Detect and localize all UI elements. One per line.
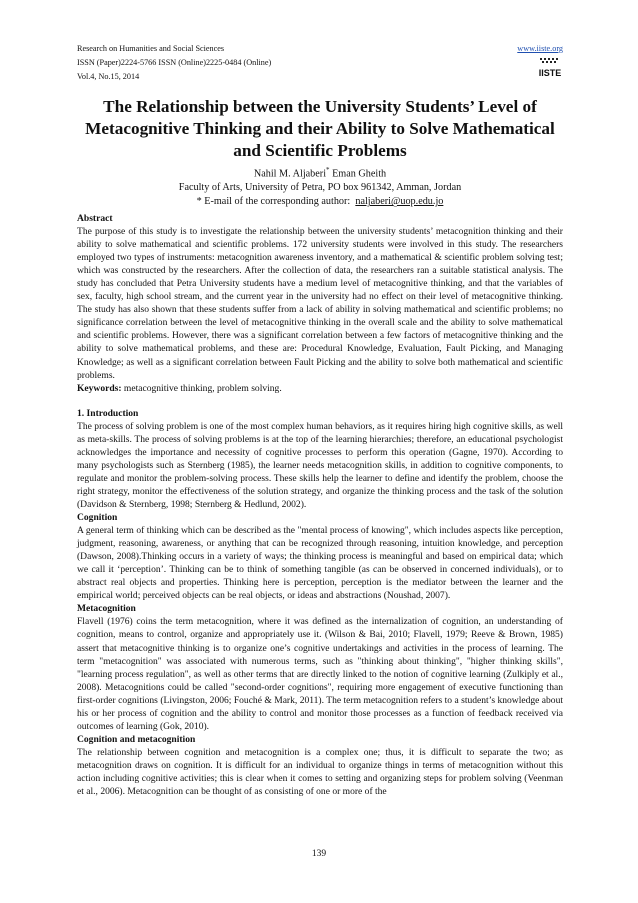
cognition-heading: Cognition xyxy=(77,512,118,524)
journal-website-link[interactable]: www.iiste.org xyxy=(517,44,563,53)
journal-header xyxy=(77,42,563,84)
iiste-logo xyxy=(537,56,563,78)
journal-name: Research on Humanities and Social Sciences xyxy=(77,44,225,53)
intro-heading: 1. Introduction xyxy=(77,407,139,419)
metacognition-heading: Metacognition xyxy=(77,603,136,615)
journal-volume: Vol.4, No.15, 2014 xyxy=(77,72,140,81)
logo-text: IISTE xyxy=(538,68,562,78)
author-affiliation: Faculty of Arts, University of Petra, PO box 961342, Amman, Jordan xyxy=(178,182,462,194)
author-email-line: * E-mail of the corresponding author: naljaberi@uop.edu.jo xyxy=(196,196,444,208)
paper-title: The Relationship between the University Students’ Level of Metacognitive Thinking and their Ability to Solve Mathematical and Scientific Problems xyxy=(85,97,555,160)
abstract-text: The purpose of this study is to investigate the relationship between the university students’ metacognition thinking and their ability to solve mathematical and scientific problems. 172 university students were involved in this study. The researchers employed two types of instruments: metacognition awareness inventory, and a mathematical & scientific problem solving test; which was constructed by the researchers. After the collection of data, the researchers ran a suitable statistical analysis. The study has concluded that Petra University students have a medium level of metacognitive thinking, and that the variables of sex, faculty, high school stream, and the current year in the university had no effect on their level of metacognitive thinking. The study has also shown that these students suffer from a lack of ability in solving mathematical and scientific problems; no significance correlation between the level of metacognitive thinking in the overall scale and the ability to solve mathematical and scientific problems. However, there was a significant correlation between a few factors of metacognitive thinking and the ability to solve mathematical problems, and these are: Procedural Knowledge, Evaluation, Fault Picking, and Managing Knowledge; as well as a significant correlation between Fault Picking and the ability to solve both mathematical and scientific problems. xyxy=(77,226,563,381)
page-number: 139 xyxy=(311,849,327,859)
author-block xyxy=(77,163,563,209)
cognition-text: A general term of thinking which can be described as the "mental process of knowing", which includes aspects like perception, judgment, reasoning, awareness, or anything that can be recognized through reasoning, intuition knowledge, and perception (Dawson, 2008).Thinking occurs in a variety of ways; the thinking process is meaningful and based on empirical data; which we call it ‘perception’. Thinking can be to think of something tangible (as can be observed in concerned individuals), or to abstract real objects and properties. Thinking here is perception, perception is the mediator between the learner and the empirical world; perceived objects can be real objects, or ideas and abstractions (Noushad, 2007). xyxy=(77,525,563,602)
author-names: Nahil M. Aljaberi* Eman Gheith xyxy=(253,166,387,180)
cogmeta-heading: Cognition and metacognition xyxy=(77,733,196,745)
metacognition-text: Flavell (1976) coins the term metacognition, where it was defined as the internalization of cognition, an understanding of cognition, means to control, organize and appropriately use it. (Wilson & Bai, 2010; Flavell, 1979; Reeve & Brown, 1985) assert that metacognitive thinking is to organize one’s cognitive undertakings and activities in the process of learning. The term "metacognition" was associated with numerous terms, such as "thinking about thinking", "higher thinking skills", "learning process regulation", as well as other terms that are directly linked to the notion of cognitive learning (Zulkiply et al., 2008). Metacognitions could be called "second-order cognitions", requiring more engagement of executive functioning than first-order cognitions (Livingston, 2006; Fouché & Mark, 2011). The term metacognition refers to a student’s knowledge about his or her process of cognition and the ability to control and monitor those processes as a function of feedback received via outcomes of learning (Gok, 2010). xyxy=(77,616,563,732)
author-email-link[interactable]: naljaberi@uop.edu.jo xyxy=(355,196,444,208)
paper-body xyxy=(77,212,563,798)
abstract-heading: Abstract xyxy=(77,213,113,224)
intro-text: The process of solving problem is one of the most complex human behaviors, as it requires hiring high cognitive skills, as well as meta-skills. The process of solving problems is at the top of the learning hierarchies; therefore, an educational psychologist acknowledges the importance and necessity of cognitive processes to perform this operation (Gagne, 1970). According to many psychologists such as Sternberg (1985), the learner needs metacognition skills, in addition to cognitive components, to regulate and monitor the problem-solving process. These skills help the learner to define and identify the problem, choose the right strategy, monitor the effectiveness of the solution strategy, and organize the thinking process and the task of the solution (Davidson & Sternberg, 1998; Sternberg & Hedlund, 2002). xyxy=(77,420,563,510)
journal-issn: ISSN (Paper)2224-5766 ISSN (Online)2225-0484 (Online) xyxy=(77,58,272,67)
keywords-line: Keywords: metacognitive thinking, problem solving. xyxy=(77,382,282,394)
cogmeta-text: The relationship between cognition and metacognition is a complex one; thus, it is difficult to separate the two; as metacognition draws on cognition. It is difficult for an individual to organize things in terms of metacognition without this action including cognitive activities; this is clear when it comes to setting and organizing steps for problem solving (Veenman et al., 2006). Metacognition can be thought of as consisting of one or more of the xyxy=(77,746,563,798)
